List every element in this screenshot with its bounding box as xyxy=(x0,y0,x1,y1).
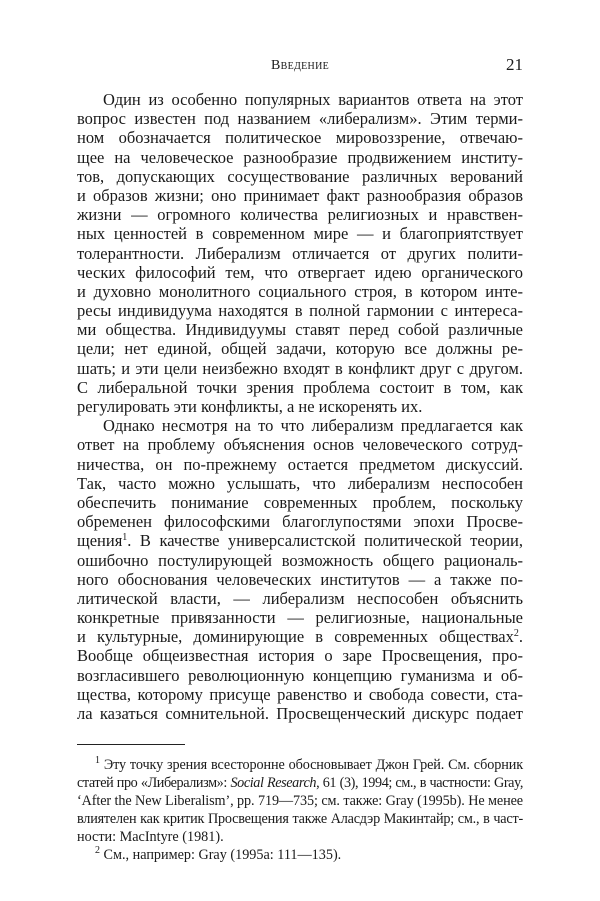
body-text xyxy=(77,90,523,723)
text-line xyxy=(77,339,523,358)
line-text: щее на человеческое разнообразие продвижением институ- xyxy=(77,147,523,167)
footnote-1-line xyxy=(77,756,523,774)
line-text: ответ на проблему объяснения основ человеческого сотруд- xyxy=(77,435,523,455)
footnote-1-line xyxy=(77,774,523,792)
line-text: обременен философскими благоглупостями эпохи Просве- xyxy=(77,512,523,532)
running-header-title: Введение xyxy=(271,58,329,73)
line-text: щества, которому присуще равенство и свобода совести, ста- xyxy=(77,684,523,704)
text-line xyxy=(77,455,523,474)
footnote-1-mark: 1 xyxy=(95,755,100,766)
footnote-2-mark: 2 xyxy=(95,845,100,856)
line-text: ничества, он по-прежнему остается предметом дискуссий. xyxy=(77,454,523,474)
text-line xyxy=(77,512,523,531)
footnote-2-line xyxy=(77,846,523,864)
text-line xyxy=(77,205,523,224)
text-line xyxy=(77,704,523,723)
line-text: и образов жизни; оно принимает факт разнообразия образов xyxy=(77,185,523,205)
footnotes xyxy=(77,756,523,864)
line-text: . В качестве универсалистской политической теории, xyxy=(127,531,523,551)
text-line xyxy=(77,416,523,435)
footnote-text: статей про «Либерализм»: xyxy=(77,775,231,791)
footnote-1-line: ности: MacIntyre (1981). xyxy=(77,829,224,845)
text-line xyxy=(77,320,523,339)
line-text: тов, допускающих сосуществование различных верований xyxy=(77,166,523,186)
line-text: ного обоснования человеческих институтов — а также по- xyxy=(77,569,523,589)
text-line xyxy=(77,90,523,109)
journal-title: Social Research xyxy=(230,775,317,791)
text-line xyxy=(77,493,523,512)
line-text: ми общества. Индивидуумы ставят перед собой различные xyxy=(77,320,523,340)
text-line xyxy=(77,109,523,128)
text-line xyxy=(77,263,523,282)
line-text: регулировать эти конфликты, а не искоренять их. xyxy=(77,397,423,416)
line-text: . xyxy=(518,627,523,647)
text-line xyxy=(77,301,523,320)
line-text: ла казаться сомнительной. Просвещенческий дискурс подает xyxy=(77,704,523,723)
text-line xyxy=(77,167,523,186)
line-text: ческих философий тем, что отвергает идею органического xyxy=(77,262,523,282)
line-text: и культурные, доминирующие в современных обществах xyxy=(77,627,514,647)
footnote-1-line: ‘After the New Liberalism’, pp. 719—735; см. также: Gray (1995b). Не менее xyxy=(77,793,523,809)
text-line xyxy=(77,435,523,454)
text-line xyxy=(77,608,523,627)
line-text: и духовно монолитного социального строя, в котором инте- xyxy=(77,281,523,301)
line-text: конкретные привязанности — религиозные, национальные xyxy=(77,608,523,628)
text-line xyxy=(77,531,523,550)
footnote-divider xyxy=(77,744,185,745)
text-line xyxy=(77,282,523,301)
footnote-reference[interactable]: 1 xyxy=(122,532,128,544)
text-line xyxy=(77,378,523,397)
line-text: литической власти, — либерализм неспособен объяснить xyxy=(77,588,523,608)
text-line xyxy=(77,224,523,243)
text-line xyxy=(77,474,523,493)
text-line xyxy=(77,397,523,416)
page-number: 21 xyxy=(506,55,523,74)
text-line xyxy=(77,627,523,646)
text-line xyxy=(77,148,523,167)
footnote-text: , 61 (3), 1994; см., в частности: Gray, xyxy=(316,775,523,791)
footnote-reference[interactable]: 2 xyxy=(513,628,519,640)
text-line xyxy=(77,359,523,378)
text-line xyxy=(77,666,523,685)
text-line xyxy=(77,186,523,205)
line-text: шать; и эти цели неизбежно входят в конфликт друг с другом. xyxy=(77,358,523,378)
text-line xyxy=(77,570,523,589)
text-line xyxy=(77,244,523,263)
line-text: ошибочно постулирующей возможность общего рациональ- xyxy=(77,550,523,570)
line-text: цели; нет единой, общей задачи, которую все должны ре- xyxy=(77,339,523,359)
footnote-text: См., например: Gray (1995a: 111—135). xyxy=(103,847,342,863)
line-text: вопрос известен под названием «либерализм». Этим терми- xyxy=(77,109,523,129)
line-text: ресы индивидуума находятся в полной гармонии с интереса- xyxy=(77,301,523,321)
line-text: ном обозначается политическое мировоззрение, отвечаю- xyxy=(77,128,523,148)
text-line xyxy=(77,589,523,608)
line-text: возгласившего революционную концепцию гуманизма и об- xyxy=(77,665,523,685)
text-line xyxy=(77,685,523,704)
line-text: Так, часто можно услышать, что либерализм неспособен xyxy=(77,473,523,493)
line-text: Вообще общеизвестная история о заре Просвещения, про- xyxy=(77,646,523,666)
text-line xyxy=(77,646,523,665)
line-text: жизни — огромного количества религиозных и нравствен- xyxy=(77,205,523,225)
text-line xyxy=(77,551,523,570)
line-text: Один из особенно популярных вариантов ответа на этот xyxy=(103,90,523,109)
footnote-text: Эту точку зрения всесторонне обосновывает Джон Грей. См. сборник xyxy=(103,757,524,773)
line-text: Однако несмотря на то что либерализм предлагается как xyxy=(103,416,523,436)
line-text: щения xyxy=(77,531,123,551)
line-text: ных ценностей в современном мире — и благоприятствует xyxy=(77,224,523,244)
line-text: толерантности. Либерализм отличается от других полити- xyxy=(77,243,523,263)
line-text: обеспечить понимание современных проблем, поскольку xyxy=(77,492,523,512)
text-line xyxy=(77,128,523,147)
footnote-1-line: влиятелен как критик Просвещения также Аласдэр Макинтайр; см., в част- xyxy=(77,811,523,827)
line-text: С либеральной точки зрения проблема состоит в том, как xyxy=(77,377,523,397)
